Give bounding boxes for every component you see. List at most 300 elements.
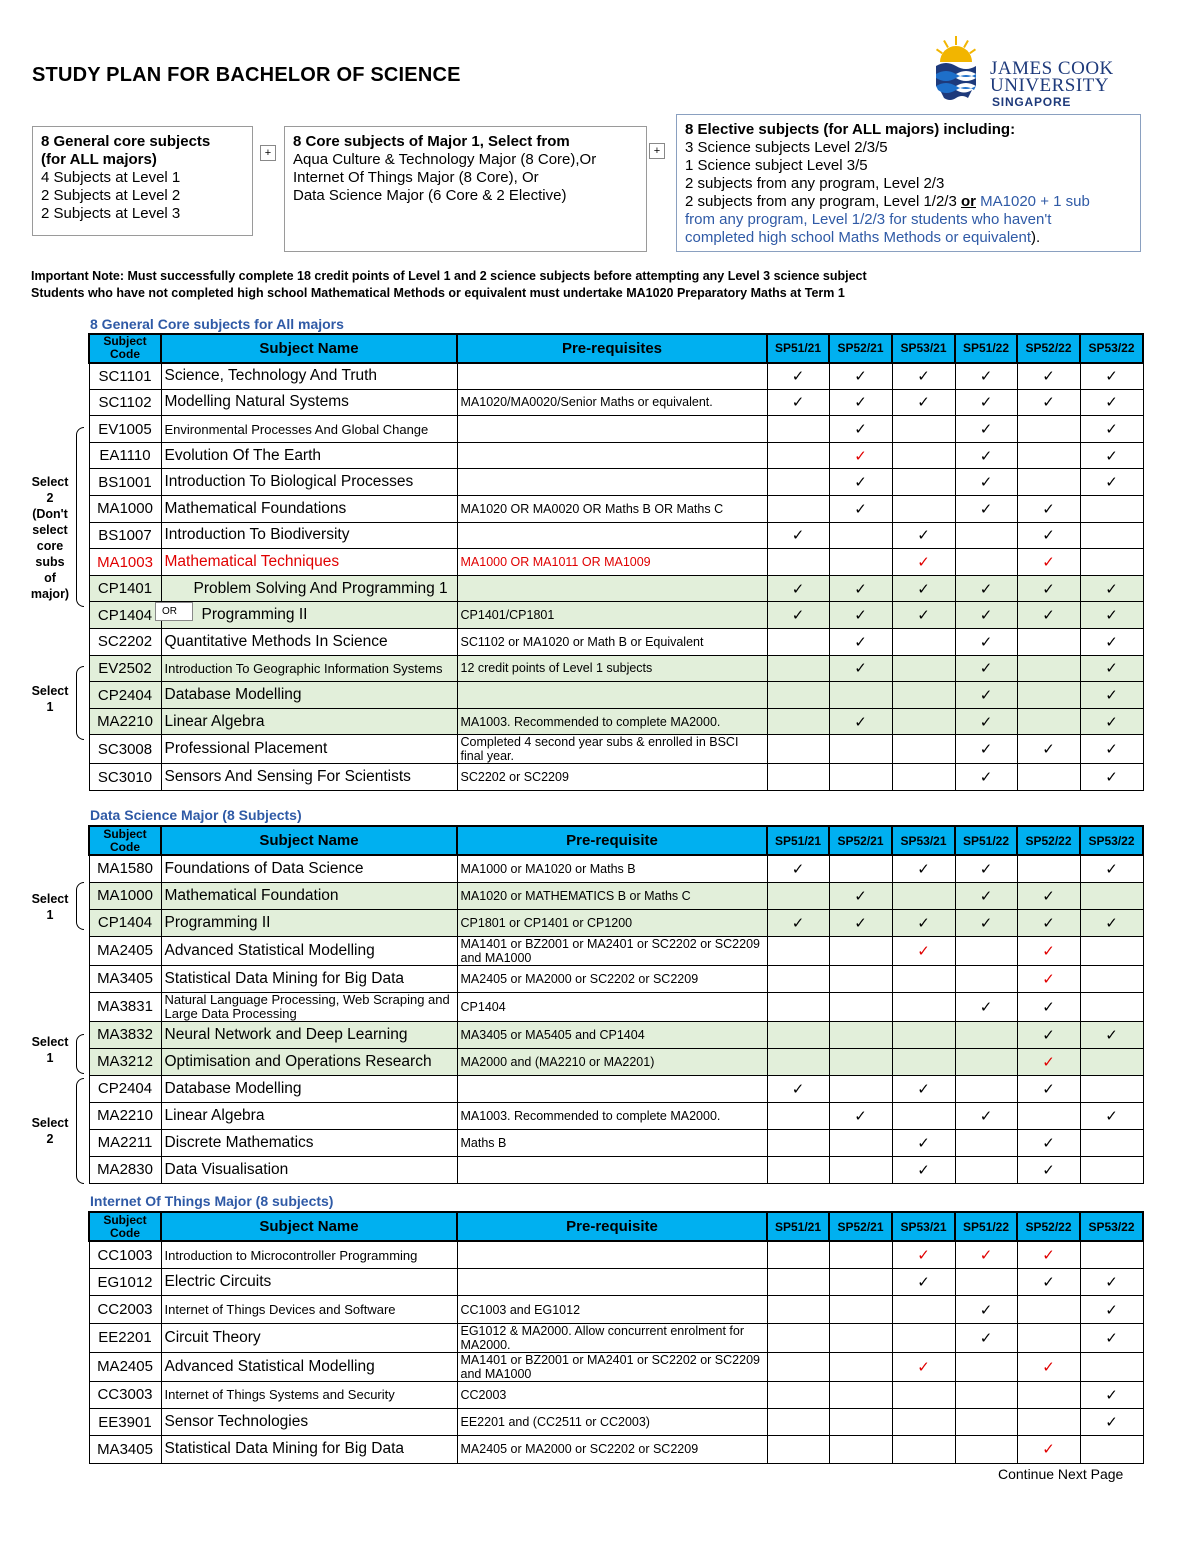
check-icon: ✓ xyxy=(1105,860,1118,878)
general-core-heading: 8 General core subjects xyxy=(41,133,211,150)
subject-name: Programming II xyxy=(161,602,457,629)
offering-cell xyxy=(767,682,829,709)
check-icon: ✓ xyxy=(1105,741,1118,759)
check-icon: ✓ xyxy=(917,1247,930,1265)
offering-cell xyxy=(767,602,829,629)
prerequisite xyxy=(457,522,767,549)
subject-name: Advanced Statistical Modelling xyxy=(161,936,457,965)
offering-cell xyxy=(829,708,892,735)
prerequisite: CC2003 xyxy=(457,1381,767,1408)
offering-cell xyxy=(892,1102,955,1129)
select-label: Select 1 xyxy=(31,892,69,922)
subject-code: SC2202 xyxy=(89,629,161,656)
check-icon: ✓ xyxy=(791,607,805,625)
check-icon: ✓ xyxy=(854,607,867,625)
offering-cell xyxy=(955,469,1017,496)
offering-cell xyxy=(892,575,955,602)
subject-name: Professional Placement xyxy=(161,735,457,764)
check-icon: ✓ xyxy=(979,607,993,625)
table-row xyxy=(89,549,1143,576)
check-icon: ✓ xyxy=(854,394,867,412)
check-icon: ✓ xyxy=(917,554,930,572)
subject-code: MA2830 xyxy=(89,1156,161,1183)
prerequisite: MA2000 and (MA2210 or MA2201) xyxy=(457,1048,767,1075)
data-science-table xyxy=(88,825,1144,1184)
offering-cell xyxy=(1017,764,1080,791)
offering-cell xyxy=(1080,1408,1143,1435)
elective-box xyxy=(676,114,1141,252)
general-core-line: 2 Subjects at Level 3 xyxy=(41,205,181,222)
offering-cell xyxy=(829,936,892,965)
offering-cell xyxy=(955,389,1017,416)
check-icon: ✓ xyxy=(1042,1274,1055,1292)
check-icon: ✓ xyxy=(1105,769,1118,787)
semester-header: SP53/21 xyxy=(892,334,955,363)
offering-cell xyxy=(1017,1102,1080,1129)
general-core-line: 4 Subjects at Level 1 xyxy=(41,169,181,186)
offering-cell xyxy=(1017,1129,1080,1156)
semester-header: SP53/22 xyxy=(1080,1212,1143,1241)
important-note: Important Note: Must successfully complete 18 credit points of Level 1 and 2 science subjects before attempting any Level 3 science subject xyxy=(31,269,867,283)
offering-cell xyxy=(767,389,829,416)
offering-cell xyxy=(1080,1156,1143,1183)
offering-cell xyxy=(829,965,892,992)
subject-name: Electric Circuits xyxy=(161,1269,457,1296)
offering-cell xyxy=(767,549,829,576)
offering-cell xyxy=(767,1048,829,1075)
table-row xyxy=(89,882,1143,909)
check-icon: ✓ xyxy=(1042,914,1055,932)
subject-code: MA1000 xyxy=(89,496,161,523)
check-icon: ✓ xyxy=(979,860,993,878)
select-bracket xyxy=(76,1034,84,1074)
subject-name: Environmental Processes And Global Change xyxy=(161,416,457,443)
offering-cell xyxy=(1017,1156,1080,1183)
subject-code: EE3901 xyxy=(89,1408,161,1435)
check-icon: ✓ xyxy=(1105,633,1118,651)
offering-cell xyxy=(829,1408,892,1435)
offering-cell xyxy=(1080,1269,1143,1296)
offering-cell xyxy=(955,1352,1017,1381)
offering-cell xyxy=(767,1436,829,1463)
offering-cell xyxy=(892,655,955,682)
offering-cell xyxy=(1080,1102,1143,1129)
offering-cell xyxy=(1017,909,1080,936)
check-icon: ✓ xyxy=(917,860,930,878)
table-row xyxy=(89,1296,1143,1323)
table-row xyxy=(89,496,1143,523)
offering-cell xyxy=(955,965,1017,992)
offering-cell xyxy=(829,575,892,602)
subject-name: Linear Algebra xyxy=(161,708,457,735)
check-icon: ✓ xyxy=(979,1301,993,1319)
offering-cell xyxy=(1080,469,1143,496)
prerequisite: CP1801 or CP1401 or CP1200 xyxy=(457,909,767,936)
prerequisite: MA1000 OR MA1011 OR MA1009 xyxy=(457,549,767,576)
check-icon: ✓ xyxy=(1042,741,1055,759)
check-icon: ✓ xyxy=(791,580,805,598)
offering-cell xyxy=(892,549,955,576)
prerequisite xyxy=(457,1241,767,1268)
page-title: STUDY PLAN FOR BACHELOR OF SCIENCE xyxy=(32,64,461,86)
check-icon: ✓ xyxy=(1042,1358,1055,1376)
subject-code: MA3405 xyxy=(89,965,161,992)
select-bracket xyxy=(76,666,84,740)
offering-cell xyxy=(1080,965,1143,992)
elective-line: 2 subjects from any program, Level 2/3 xyxy=(685,175,945,192)
elective-line xyxy=(685,193,1132,211)
offering-cell xyxy=(1017,1352,1080,1381)
check-icon: ✓ xyxy=(854,914,867,932)
offering-cell xyxy=(767,764,829,791)
subject-code: SC1101 xyxy=(89,363,161,390)
semester-header: SP53/22 xyxy=(1080,826,1143,855)
check-icon: ✓ xyxy=(979,500,993,518)
offering-cell xyxy=(829,992,892,1021)
subject-name: Circuit Theory xyxy=(161,1323,457,1352)
prerequisite: MA1401 or BZ2001 or MA2401 or SC2202 or SC2209 and MA1000 xyxy=(457,1352,767,1381)
offering-cell xyxy=(767,708,829,735)
select-bracket xyxy=(76,427,84,607)
table-row xyxy=(89,855,1143,882)
check-icon: ✓ xyxy=(1042,500,1055,518)
subject-code: BS1007 xyxy=(89,522,161,549)
offering-cell xyxy=(955,1408,1017,1435)
semester-header: SP52/21 xyxy=(829,826,892,855)
offering-cell xyxy=(892,1352,955,1381)
offering-cell xyxy=(955,882,1017,909)
prerequisite xyxy=(457,363,767,390)
select-label: Select 1 xyxy=(31,1035,69,1065)
prerequisite xyxy=(457,416,767,443)
prerequisite xyxy=(457,442,767,469)
offering-cell xyxy=(1017,992,1080,1021)
subject-name: Mathematical Foundation xyxy=(161,882,457,909)
table-row xyxy=(89,442,1143,469)
subject-name: Internet of Things Systems and Security xyxy=(161,1381,457,1408)
offering-cell xyxy=(892,1323,955,1352)
offering-cell xyxy=(829,602,892,629)
offering-cell xyxy=(955,549,1017,576)
prerequisite: EE2201 and (CC2511 or CC2003) xyxy=(457,1408,767,1435)
check-icon: ✓ xyxy=(1105,1414,1118,1432)
subject-code: CC1003 xyxy=(89,1241,161,1268)
offering-cell xyxy=(829,1102,892,1129)
prerequisite: MA1401 or BZ2001 or MA2401 or SC2202 or SC2209 and MA1000 xyxy=(457,936,767,965)
offering-cell xyxy=(955,575,1017,602)
prerequisite: MA3405 or MA5405 and CP1404 xyxy=(457,1021,767,1048)
offering-cell xyxy=(892,1129,955,1156)
university-logo xyxy=(926,28,1130,112)
column-header: Subject Code xyxy=(89,334,161,363)
elective-text: 2 subjects from any program, Level 1/2/3 xyxy=(685,193,961,210)
offering-cell xyxy=(892,1269,955,1296)
offering-cell xyxy=(829,522,892,549)
check-icon: ✓ xyxy=(1105,914,1118,932)
check-icon: ✓ xyxy=(791,527,805,545)
subject-code: BS1001 xyxy=(89,469,161,496)
table-row xyxy=(89,1381,1143,1408)
subject-code: MA2405 xyxy=(89,1352,161,1381)
check-icon: ✓ xyxy=(979,633,993,651)
offering-cell xyxy=(1017,442,1080,469)
offering-cell xyxy=(829,682,892,709)
prerequisite: CP1401/CP1801 xyxy=(457,602,767,629)
table-row xyxy=(89,602,1143,629)
offering-cell xyxy=(829,1436,892,1463)
check-icon: ✓ xyxy=(1042,394,1055,412)
offering-cell xyxy=(1080,708,1143,735)
check-icon: ✓ xyxy=(979,1329,993,1347)
elective-line: 3 Science subjects Level 2/3/5 xyxy=(685,139,888,156)
offering-cell xyxy=(892,629,955,656)
subject-code: MA1000 xyxy=(89,882,161,909)
major-core-heading: 8 Core subjects of Major 1, Select from xyxy=(293,133,570,150)
offering-cell xyxy=(767,1075,829,1102)
prerequisite: MA1020 or MATHEMATICS B or Maths C xyxy=(457,882,767,909)
offering-cell xyxy=(829,882,892,909)
offering-cell xyxy=(767,909,829,936)
subject-code: SC1102 xyxy=(89,389,161,416)
offering-cell xyxy=(1080,1436,1143,1463)
subject-code: MA1580 xyxy=(89,855,161,882)
offering-cell xyxy=(955,1381,1017,1408)
check-icon: ✓ xyxy=(917,368,930,386)
offering-cell xyxy=(892,764,955,791)
table-header-row xyxy=(89,334,1143,363)
offering-cell xyxy=(892,442,955,469)
subject-name: Sensors And Sensing For Scientists xyxy=(161,764,457,791)
check-icon: ✓ xyxy=(1105,1386,1118,1404)
table-row xyxy=(89,629,1143,656)
offering-cell xyxy=(767,416,829,443)
subject-name: Quantitative Methods In Science xyxy=(161,629,457,656)
prerequisite: SC1102 or MA1020 or Math B or Equivalent xyxy=(457,629,767,656)
elective-line: 1 Science subject Level 3/5 xyxy=(685,157,868,174)
check-icon: ✓ xyxy=(1042,970,1055,988)
offering-cell xyxy=(1017,965,1080,992)
plus-icon: + xyxy=(649,143,665,159)
offering-cell xyxy=(892,522,955,549)
subject-name: Advanced Statistical Modelling xyxy=(161,1352,457,1381)
subject-name: Sensor Technologies xyxy=(161,1408,457,1435)
table-row xyxy=(89,936,1143,965)
column-header: Subject Name xyxy=(161,1212,457,1241)
offering-cell xyxy=(1080,522,1143,549)
column-header: Subject Name xyxy=(161,334,457,363)
offering-cell xyxy=(1017,1048,1080,1075)
offering-cell xyxy=(1017,416,1080,443)
offering-cell xyxy=(767,1296,829,1323)
section-title-data-science: Data Science Major (8 Subjects) xyxy=(90,807,302,823)
table-row xyxy=(89,1436,1143,1463)
check-icon: ✓ xyxy=(1042,1080,1055,1098)
offering-cell xyxy=(955,764,1017,791)
check-icon: ✓ xyxy=(979,447,993,465)
table-row xyxy=(89,909,1143,936)
prerequisite xyxy=(457,1269,767,1296)
offering-cell xyxy=(767,496,829,523)
offering-cell xyxy=(829,1129,892,1156)
table-row xyxy=(89,1323,1143,1352)
offering-cell xyxy=(767,1156,829,1183)
check-icon: ✓ xyxy=(917,1274,930,1292)
offering-cell xyxy=(1017,549,1080,576)
offering-cell xyxy=(892,882,955,909)
subject-code: EE2201 xyxy=(89,1323,161,1352)
offering-cell xyxy=(829,1075,892,1102)
column-header: Pre-requisites xyxy=(457,334,767,363)
prerequisite: SC2202 or SC2209 xyxy=(457,764,767,791)
check-icon: ✓ xyxy=(1105,447,1118,465)
offering-cell xyxy=(1017,575,1080,602)
offering-cell xyxy=(1017,708,1080,735)
table-row xyxy=(89,1352,1143,1381)
subject-name: Statistical Data Mining for Big Data xyxy=(161,1436,457,1463)
subject-code: CP1401 xyxy=(89,575,161,602)
check-icon: ✓ xyxy=(1042,1247,1055,1265)
offering-cell xyxy=(1017,1021,1080,1048)
subject-code: EV2502 xyxy=(89,655,161,682)
subject-code: MA3831 xyxy=(89,992,161,1021)
table-row xyxy=(89,1021,1143,1048)
check-icon: ✓ xyxy=(917,1080,930,1098)
offering-cell xyxy=(1080,416,1143,443)
check-icon: ✓ xyxy=(1042,1134,1055,1152)
semester-header: SP51/21 xyxy=(767,1212,829,1241)
column-header: Subject Code xyxy=(89,1212,161,1241)
prerequisite: EG1012 & MA2000. Allow concurrent enrolment for MA2000. xyxy=(457,1323,767,1352)
offering-cell xyxy=(829,764,892,791)
offering-cell xyxy=(829,1352,892,1381)
offering-cell xyxy=(1080,602,1143,629)
subject-code: MA2405 xyxy=(89,936,161,965)
elective-text-blue: MA1020 + 1 sub xyxy=(975,193,1090,210)
offering-cell xyxy=(955,1021,1017,1048)
subject-code: MA3832 xyxy=(89,1021,161,1048)
check-icon: ✓ xyxy=(979,769,993,787)
major-core-box xyxy=(284,126,647,252)
offering-cell xyxy=(829,1381,892,1408)
offering-cell xyxy=(955,936,1017,965)
offering-cell xyxy=(892,602,955,629)
section-title-general: 8 General Core subjects for All majors xyxy=(90,316,344,332)
check-icon: ✓ xyxy=(1042,942,1055,960)
offering-cell xyxy=(955,363,1017,390)
prerequisite xyxy=(457,1156,767,1183)
semester-header: SP52/22 xyxy=(1017,826,1080,855)
offering-cell xyxy=(829,496,892,523)
subject-code: EV1005 xyxy=(89,416,161,443)
offering-cell xyxy=(1080,442,1143,469)
subject-code: MA2210 xyxy=(89,708,161,735)
check-icon: ✓ xyxy=(1105,660,1118,678)
offering-cell xyxy=(1017,469,1080,496)
subject-name: Modelling Natural Systems xyxy=(161,389,457,416)
semester-header: SP51/21 xyxy=(767,826,829,855)
offering-cell xyxy=(1017,855,1080,882)
table-row xyxy=(89,389,1143,416)
table-row xyxy=(89,416,1143,443)
table-header-row xyxy=(89,1212,1143,1241)
offering-cell xyxy=(1080,389,1143,416)
offering-cell xyxy=(829,416,892,443)
check-icon: ✓ xyxy=(917,1161,930,1179)
offering-cell xyxy=(1080,1129,1143,1156)
check-icon: ✓ xyxy=(791,860,805,878)
column-header: Pre-requisite xyxy=(457,826,767,855)
prerequisite: MA1020/MA0020/Senior Maths or equivalent. xyxy=(457,389,767,416)
subject-name: Introduction to Microcontroller Programming xyxy=(161,1241,457,1268)
check-icon: ✓ xyxy=(1042,1053,1055,1071)
table-row xyxy=(89,682,1143,709)
check-icon: ✓ xyxy=(854,660,867,678)
check-icon: ✓ xyxy=(1042,1441,1055,1459)
check-icon: ✓ xyxy=(791,394,805,412)
check-icon: ✓ xyxy=(791,914,805,932)
offering-cell xyxy=(955,1436,1017,1463)
offering-cell xyxy=(1080,1075,1143,1102)
subject-name: Neural Network and Deep Learning xyxy=(161,1021,457,1048)
offering-cell xyxy=(1017,522,1080,549)
table-row xyxy=(89,1102,1143,1129)
semester-header: SP51/22 xyxy=(955,334,1017,363)
prerequisite: MA2405 or MA2000 or SC2202 or SC2209 xyxy=(457,1436,767,1463)
prerequisite: 12 credit points of Level 1 subjects xyxy=(457,655,767,682)
offering-cell xyxy=(829,1296,892,1323)
check-icon: ✓ xyxy=(917,1358,930,1376)
offering-cell xyxy=(955,708,1017,735)
semester-header: SP53/21 xyxy=(892,826,955,855)
offering-cell xyxy=(829,469,892,496)
offering-cell xyxy=(892,1156,955,1183)
or-label: OR xyxy=(155,602,193,621)
check-icon: ✓ xyxy=(1105,607,1118,625)
offering-cell xyxy=(955,1102,1017,1129)
subject-name: Optimisation and Operations Research xyxy=(161,1048,457,1075)
check-icon: ✓ xyxy=(791,368,805,386)
prerequisite xyxy=(457,1075,767,1102)
subject-name: Mathematical Techniques xyxy=(161,549,457,576)
offering-cell xyxy=(1017,1075,1080,1102)
check-icon: ✓ xyxy=(917,607,930,625)
offering-cell xyxy=(892,1381,955,1408)
offering-cell xyxy=(1017,1296,1080,1323)
check-icon: ✓ xyxy=(979,887,993,905)
offering-cell xyxy=(767,936,829,965)
subject-name: Introduction To Geographic Information Systems xyxy=(161,655,457,682)
check-icon: ✓ xyxy=(1105,1107,1118,1125)
offering-cell xyxy=(955,1296,1017,1323)
general-core-box xyxy=(32,126,253,236)
elective-heading: 8 Elective subjects (for ALL majors) including: xyxy=(685,121,1016,138)
offering-cell xyxy=(829,389,892,416)
offering-cell xyxy=(955,1075,1017,1102)
semester-header: SP53/21 xyxy=(892,1212,955,1241)
check-icon: ✓ xyxy=(1105,368,1118,386)
offering-cell xyxy=(955,416,1017,443)
offering-cell xyxy=(767,363,829,390)
check-icon: ✓ xyxy=(979,713,993,731)
semester-header: SP51/21 xyxy=(767,334,829,363)
check-icon: ✓ xyxy=(854,633,867,651)
check-icon: ✓ xyxy=(1042,887,1055,905)
offering-cell xyxy=(1080,992,1143,1021)
offering-cell xyxy=(955,735,1017,764)
offering-cell xyxy=(892,708,955,735)
offering-cell xyxy=(892,1075,955,1102)
semester-header: SP51/22 xyxy=(955,826,1017,855)
